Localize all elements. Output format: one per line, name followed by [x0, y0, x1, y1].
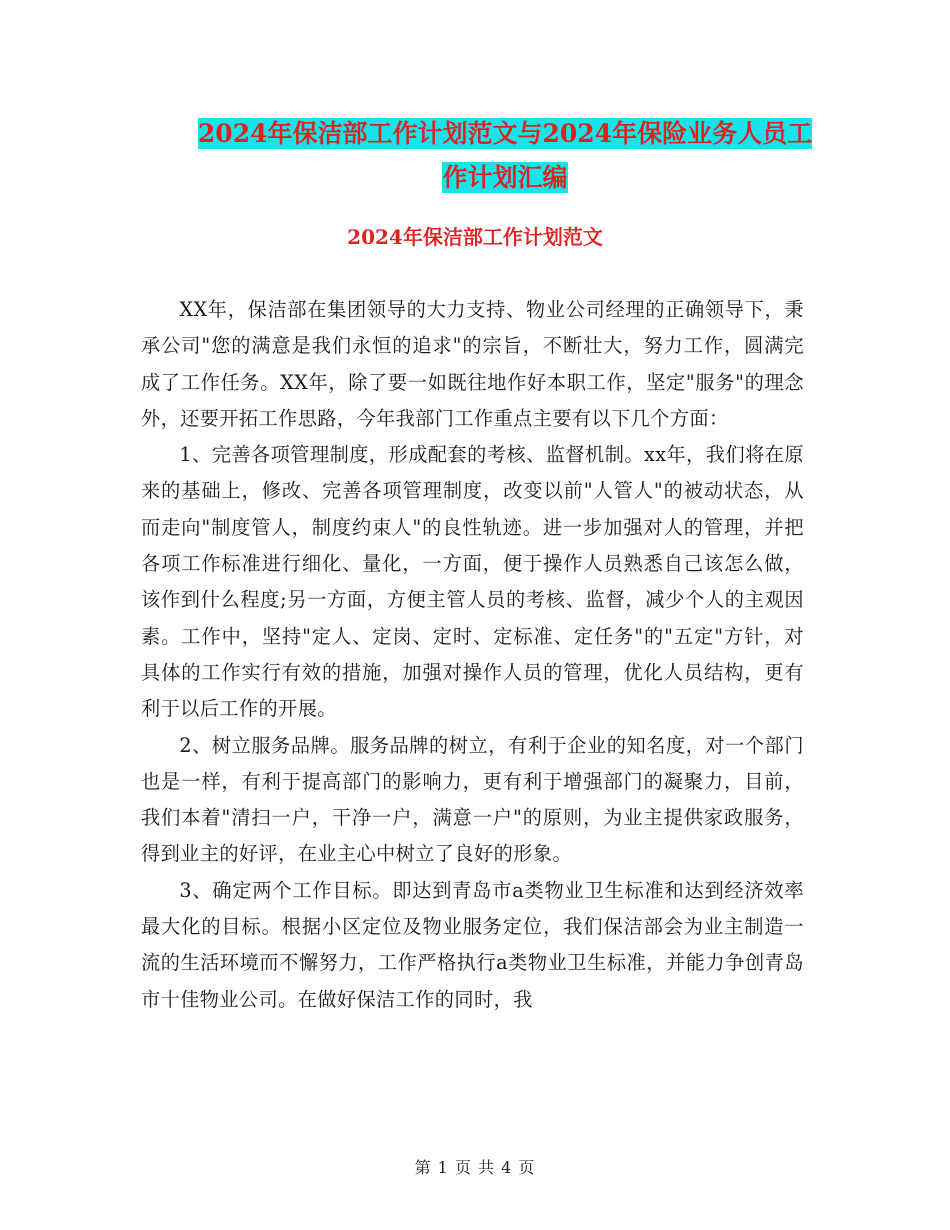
title-line-1: 2024年保洁部工作计划范文与2024年保险业务人员工	[197, 119, 813, 148]
paragraph-intro: XX年，保洁部在集团领导的大力支持、物业公司经理的正确领导下，秉承公司"您的满意是我们永恒的追求"的宗旨，不断壮大，努力工作，圆满完成了工作任务。XX年，除了要一如既往地作好本职工作，坚定"服务"的理念外，还要开拓工作思路，今年我部门工作重点主要有以下几个方面：	[141, 298, 804, 430]
document-title	[145, 112, 865, 200]
section-title: 2024年保洁部工作计划范文	[347, 225, 603, 249]
paragraph-3: 3、确定两个工作目标。即达到青岛市a类物业卫生标准和达到经济效率最大化的目标。根据小区定位及物业服务定位，我们保洁部会为业主制造一流的生活环境而不懈努力，工作严格执行a类物业卫生标准，并能力争创青岛市十佳物业公司。在做好保洁工作的同时，我	[141, 878, 804, 1011]
title-line-2: 作计划汇编	[442, 163, 568, 192]
paragraph-2: 2、树立服务品牌。服务品牌的树立，有利于企业的知名度，对一个部门也是一样，有利于提高部门的影响力，更有利于增强部门的凝聚力，目前，我们本着"清扫一户，干净一户，满意一户"的原则，为业主提供家政服务，得到业主的好评，在业主心中树立了良好的形象。	[141, 733, 804, 866]
page-footer: 第 1 页 共 4 页	[414, 1158, 536, 1177]
paragraph-1: 1、完善各项管理制度，形成配套的考核、监督机制。xx年，我们将在原来的基础上，修改、完善各项管理制度，改变以前"人管人"的被动状态，从而走向"制度管人，制度约束人"的良性轨迹。进一步加强对人的管理，并把各项工作标准进行细化、量化，一方面，便于操作人员熟悉自己该怎么做，该作到什么程度;另一方面，方便主管人员的考核、监督，减少个人的主观因素。工作中，坚持"定人、定岗、定时、定标准、定任务"的"五定"方针，对具体的工作实行有效的措施，加强对操作人员的管理，优化人员结构，更有利于以后工作的开展。	[141, 443, 804, 721]
body-text	[141, 292, 804, 1018]
